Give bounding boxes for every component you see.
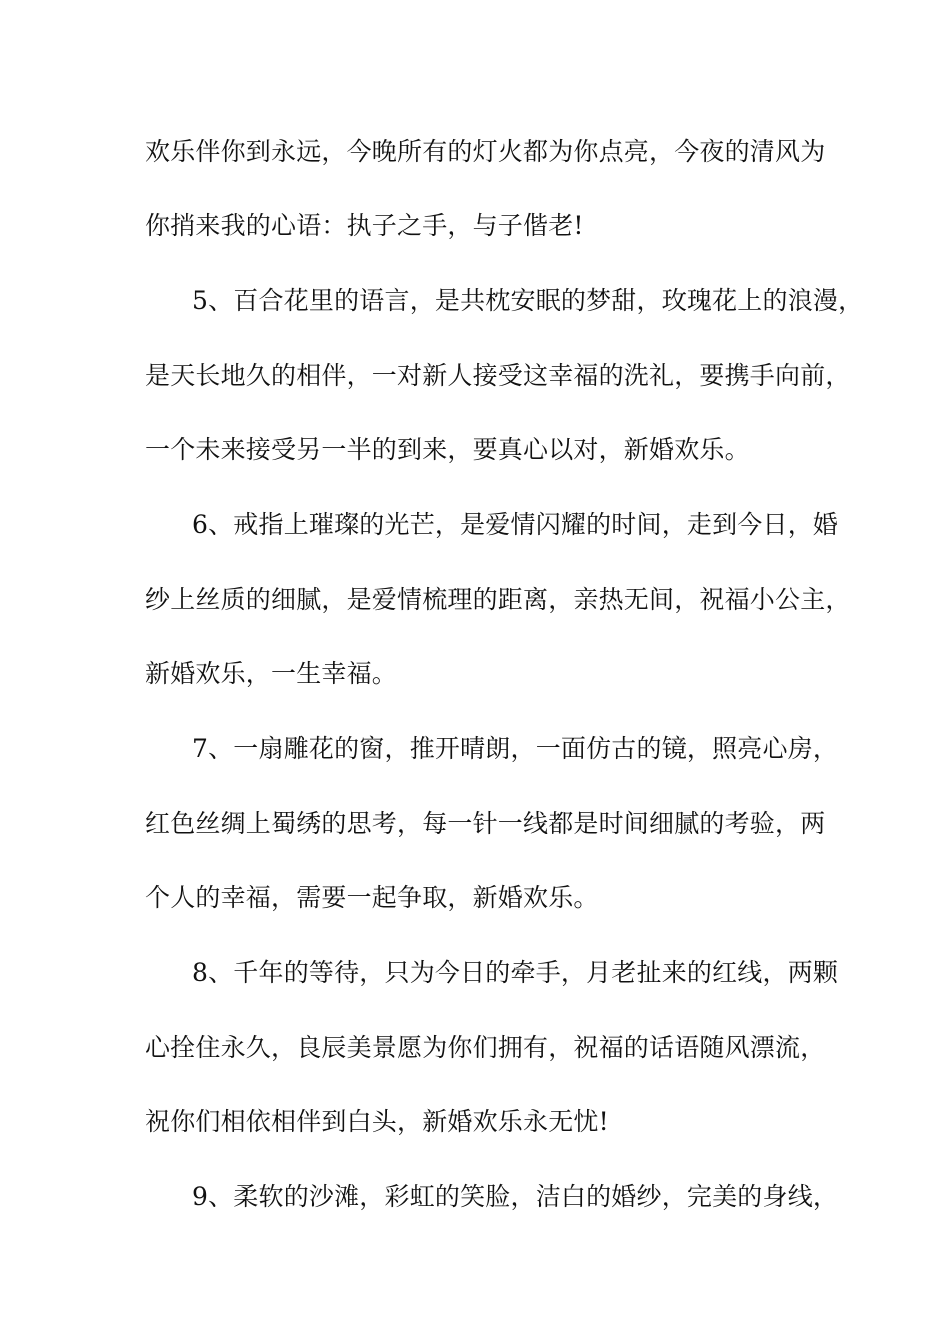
text-line: 新婚欢乐，一生幸福。	[145, 659, 398, 688]
text-line: 你捎来我的心语：执子之手，与子偕老!	[145, 211, 584, 240]
text-line: 一个未来接受另一半的到来，要真心以对，新婚欢乐。	[145, 435, 750, 464]
text-line: 心拴住永久，良辰美景愿为你们拥有，祝福的话语随风漂流，	[145, 1033, 826, 1062]
paragraph-9-start: 9、柔软的沙滩，彩虹的笑脸，洁白的婚纱，完美的身线，	[192, 1182, 839, 1211]
text-line: 纱上丝质的细腻，是爱情梳理的距离，亲热无间，祝福小公主，	[145, 585, 851, 614]
paragraph-8-start: 8、千年的等待，只为今日的牵手，月老扯来的红线，两颗	[192, 958, 839, 987]
paragraph-6-start: 6、戒指上璀璨的光芒，是爱情闪耀的时间，走到今日，婚	[192, 510, 839, 539]
text-line: 是天长地久的相伴，一对新人接受这幸福的洗礼，要携手向前，	[145, 361, 851, 390]
text-line: 欢乐伴你到永远，今晚所有的灯火都为你点亮，今夜的清风为	[145, 137, 826, 166]
paragraph-7-start: 7、一扇雕花的窗，推开晴朗，一面仿古的镜，照亮心房，	[192, 734, 839, 763]
text-line: 个人的幸福，需要一起争取，新婚欢乐。	[145, 883, 599, 912]
paragraph-5-start: 5、百合花里的语言，是共枕安眠的梦甜，玫瑰花上的浪漫，	[192, 286, 864, 315]
text-line: 红色丝绸上蜀绣的思考，每一针一线都是时间细腻的考验，两	[145, 809, 826, 838]
text-line: 祝你们相依相伴到白头，新婚欢乐永无忧!	[145, 1107, 609, 1136]
